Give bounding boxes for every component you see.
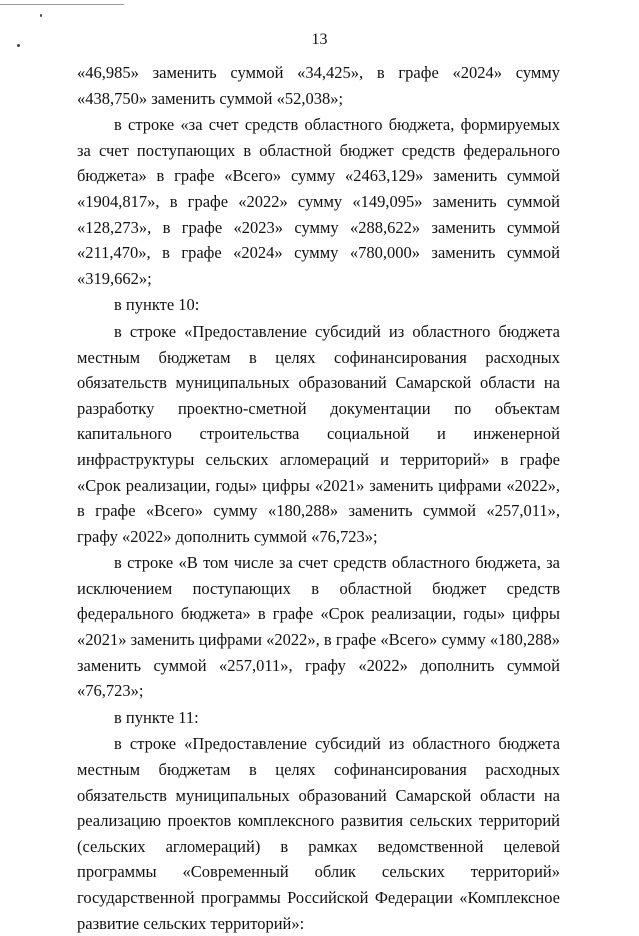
scan-speck (40, 14, 42, 17)
paragraph-item-10-subsidy-line: в строке «Предоставление субсидий из областного бюджета местным бюджетам в целях софинансирования расходных обязательств муниципальных образований Самарской области на разработку проектно-сметной документации по объектам капитального строительства социальной и инженерной инфраструктуры сельских агломераций и территорий» в графе «Срок реализации, годы» цифры «2021» заменить цифрами «2022», в графе «Всего» сумму «180,288» заменить суммой «257,011», графу «2022» дополнить суммой «76,723»; (77, 321, 560, 546)
paragraph-item-10: в пункте 10: (114, 295, 200, 315)
paragraph-item-11: в пункте 11: (114, 707, 199, 727)
paragraph-item-11-subsidy-line: в строке «Предоставление субсидий из областного бюджета местным бюджетам в целях софинансирования расходных обязательств муниципальных образований Самарской области на реализацию проектов комплексного развития сельских территорий (сельских агломераций) в рамках ведомственной целевой программы «Современный облик сельских территорий» государственной программы Российской Федерации «Комплексное развитие сельских территорий»: (77, 734, 560, 933)
paragraph-regional-budget-line: в строке «за счет средств областного бюджета, формируемых за счет поступающих в областной бюджет средств федерального бюджета» в графе «Всего» сумму «2463,129» заменить суммой «1904,817», в графе «2022» сумму «149,095» заменить суммой «128,273», в графе «2023» сумму «288,622» заменить суммой «211,470», в графе «2024» сумму «780,000» заменить суммой «319,662»; (77, 115, 560, 288)
document-body (77, 60, 560, 936)
paragraph-continuation: «46,985» заменить суммой «34,425», в графе «2024» сумму «438,750» заменить суммой «52,038»; (77, 63, 560, 108)
paragraph-item-10-regional-line: в строке «В том числе за счет средств областного бюджета, за исключением поступающих в областной бюджет средств федерального бюджета» в графе «Срок реализации, годы» цифры «2021» заменить цифрами «2022», в графе «Всего» сумму «180,288» заменить суммой «257,011», графу «2022» дополнить суммой «76,723»; (77, 553, 560, 701)
page-number: 13 (311, 31, 328, 48)
scan-edge-line (0, 4, 124, 5)
